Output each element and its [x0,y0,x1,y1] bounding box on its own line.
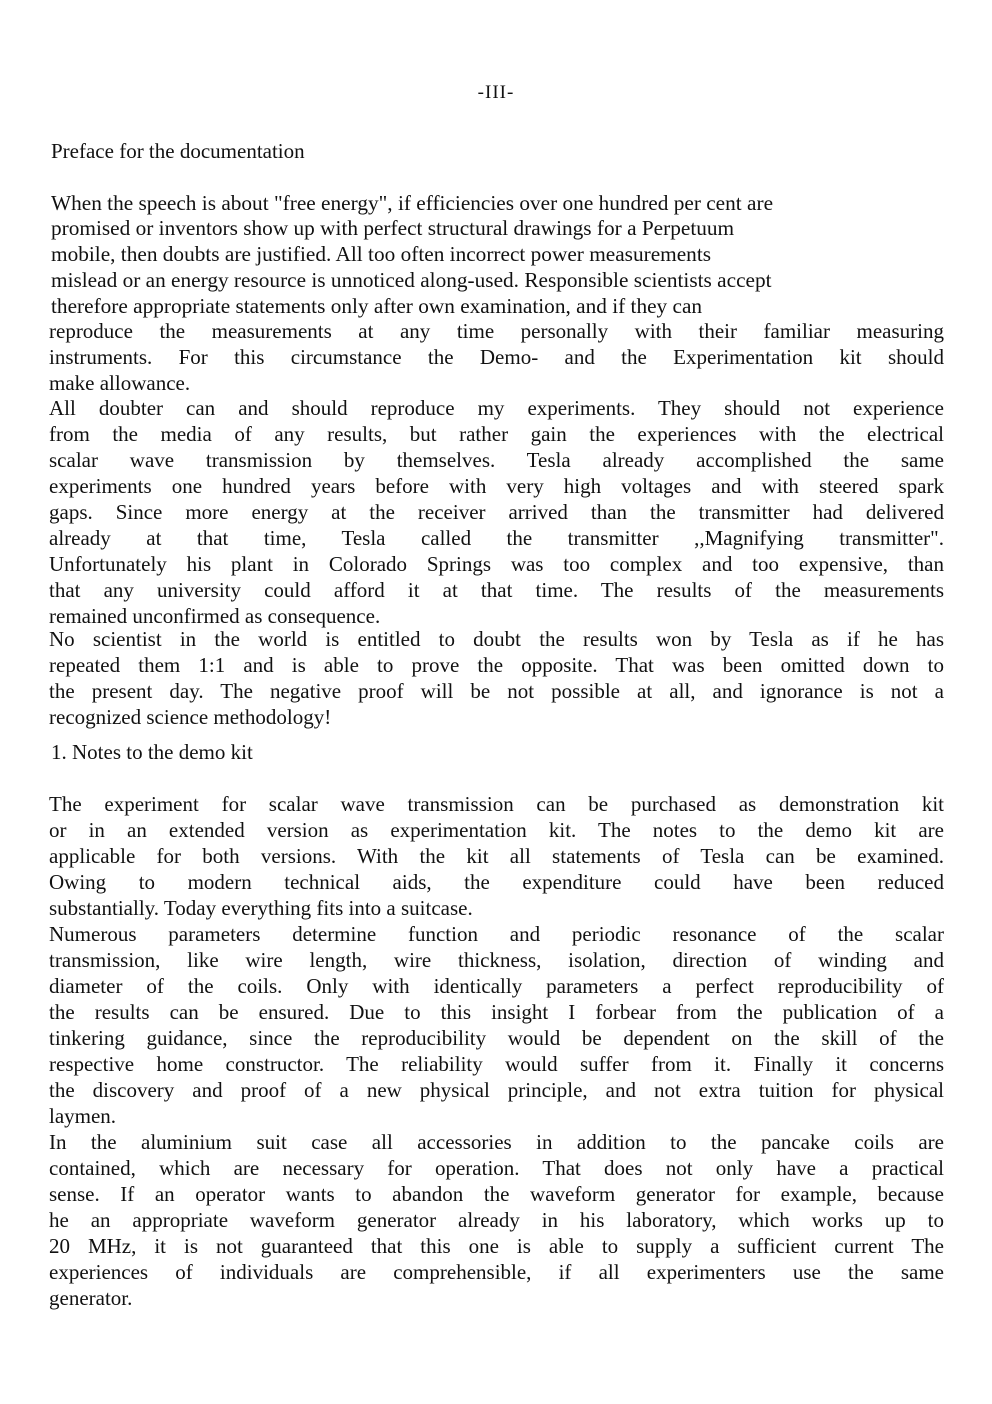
text-line: transmission, like wire length, wire thickness, isolation, direction of winding and [49,948,944,972]
text-line: diameter of the coils. Only with identically parameters a perfect reproducibility of [49,974,944,998]
text-line: scalar wave transmission by themselves. Tesla already accomplished the same [49,448,944,472]
text-line: tinkering guidance, since the reproducibility would be dependent on the skill of the [49,1026,944,1050]
text-line: or in an extended version as experimentation kit. The notes to the demo kit are [49,818,944,842]
preface-intro-line: mobile, then doubts are justified. All too often incorrect power measurements [51,242,712,266]
text-line: reproduce the measurements at any time personally with their familiar measuring [49,319,944,343]
preface-heading: Preface for the documentation [51,139,305,163]
text-line: sense. If an operator wants to abandon the waveform generator for example, because [49,1182,944,1206]
text-line: experiences of individuals are comprehensible, if all experimenters use the same [49,1260,944,1284]
text-line: contained, which are necessary for operation. That does not only have a practical [49,1156,944,1180]
text-line: the present day. The negative proof will be not possible at all, and ignorance is not a [49,679,944,703]
text-line: respective home constructor. The reliability would suffer from it. Finally it concerns [49,1052,944,1076]
text-line: recognized science methodology! [49,705,332,729]
preface-intro-line: therefore appropriate statements only after own examination, and if they can [51,294,703,318]
text-line: that any university could afford it at that time. The results of the measurements [49,578,944,602]
text-line: gaps. Since more energy at the receiver arrived than the transmitter had delivered [49,500,944,524]
section-1-paragraph-3 [49,1129,944,1311]
text-line: make allowance. [49,371,191,395]
text-line: Owing to modern technical aids, the expenditure could have been reduced [49,870,944,894]
text-line: In the aluminium suit case all accessories in addition to the pancake coils are [49,1130,944,1154]
text-line: repeated them 1:1 and is able to prove the opposite. That was been omitted down to [49,653,944,677]
text-line: from the media of any results, but rather gain the experiences with the electrical [49,422,944,446]
preface-paragraph-2 [49,395,944,629]
text-line: instruments. For this circumstance the Demo- and the Experimentation kit should [49,345,944,369]
page-number: -III- [477,82,515,103]
preface-paragraph-1 [49,318,944,396]
text-line: the discovery and proof of a new physical principle, and not extra tuition for physical [49,1078,944,1102]
text-line: substantially. Today everything fits into a suitcase. [49,896,473,920]
preface-intro-line: promised or inventors show up with perfect structural drawings for a Perpetuum [51,216,735,240]
text-line: generator. [49,1286,133,1310]
text-line: The experiment for scalar wave transmission can be purchased as demonstration kit [49,792,944,816]
preface-intro-line: When the speech is about "free energy", if efficiencies over one hundred per cent are [51,191,774,215]
text-line: Unfortunately his plant in Colorado Springs was too complex and too expensive, than [49,552,944,576]
text-line: laymen. [49,1104,117,1128]
text-line: All doubter can and should reproduce my experiments. They should not experience [49,396,944,420]
text-line: applicable for both versions. With the kit all statements of Tesla can be examined. [49,844,944,868]
preface-intro-line: mislead or an energy resource is unnoticed along-used. Responsible scientists accept [51,268,772,292]
text-line: No scientist in the world is entitled to doubt the results won by Tesla as if he has [49,627,944,651]
text-line: experiments one hundred years before with very high voltages and with steered spark [49,474,944,498]
text-line: remained unconfirmed as consequence. [49,604,381,628]
section-1-paragraph-2 [49,921,944,1129]
text-line: the results can be ensured. Due to this insight I forbear from the publication of a [49,1000,944,1024]
section-1-heading: 1. Notes to the demo kit [51,740,253,764]
section-1-paragraph-1 [49,791,944,921]
text-line: already at that time, Tesla called the transmitter ,,Magnifying transmitter". [49,526,944,550]
preface-paragraph-3 [49,626,944,730]
text-line: 20 MHz, it is not guaranteed that this one is able to supply a sufficient current The [49,1234,944,1258]
text-line: Numerous parameters determine function and periodic resonance of the scalar [49,922,944,946]
text-line: he an appropriate waveform generator already in his laboratory, which works up to [49,1208,944,1232]
